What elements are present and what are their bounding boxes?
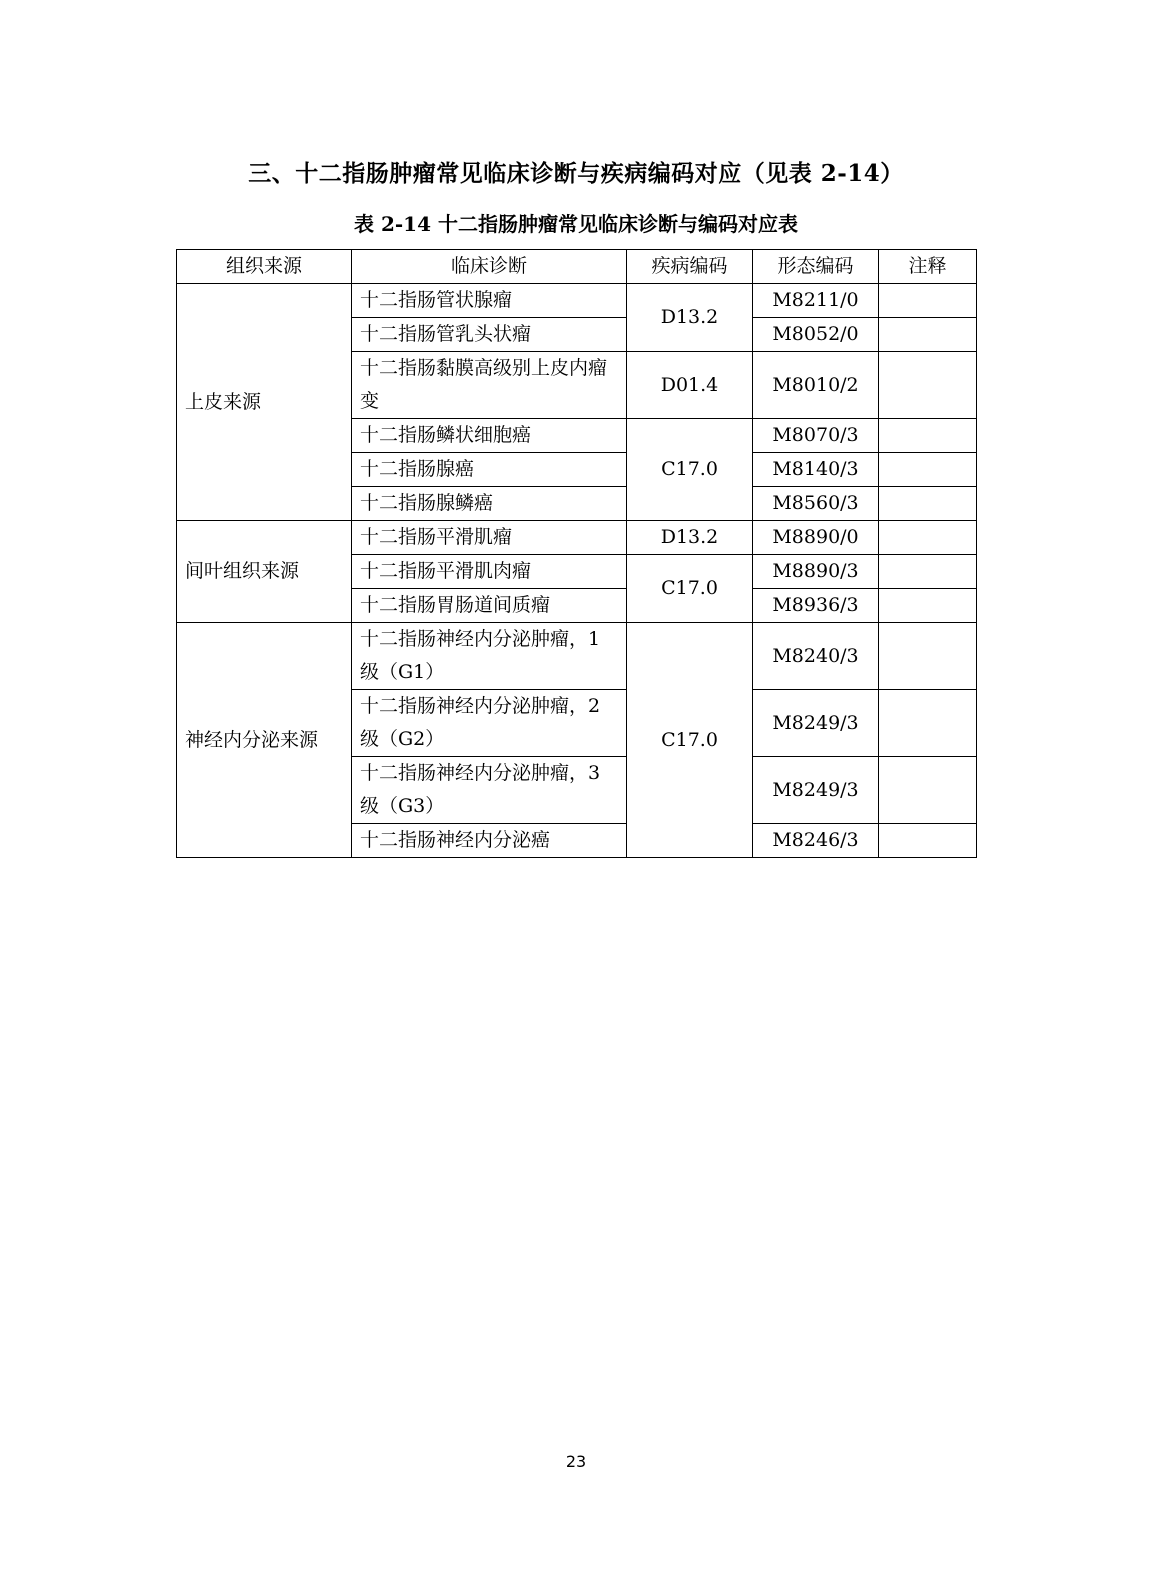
diagnosis-cell: 十二指肠神经内分泌肿瘤，2 级（G2） (352, 690, 627, 757)
morphology-code-cell: M8070/3 (753, 419, 879, 453)
disease-code-cell: D13.2 (627, 521, 753, 555)
disease-code-cell: D13.2 (627, 284, 753, 352)
morphology-code-cell: M8890/3 (753, 555, 879, 589)
disease-code-cell: C17.0 (627, 419, 753, 521)
morphology-code-cell: M8010/2 (753, 352, 879, 419)
page-number: 23 (565, 1452, 587, 1471)
header-clinical-diagnosis: 临床诊断 (352, 250, 627, 284)
morphology-code-cell: M8249/3 (753, 690, 879, 757)
section-title: 三、十二指肠肿瘤常见临床诊断与疾病编码对应（见表 2-14） (248, 160, 904, 187)
tissue-source-cell: 神经内分泌来源 (177, 623, 352, 858)
note-cell (879, 623, 977, 690)
note-cell (879, 589, 977, 623)
morphology-code-cell: M8890/0 (753, 521, 879, 555)
diagnosis-cell: 十二指肠平滑肌瘤 (352, 521, 627, 555)
note-cell (879, 555, 977, 589)
morphology-code-cell: M8052/0 (753, 318, 879, 352)
note-cell (879, 487, 977, 521)
disease-code-cell: C17.0 (627, 623, 753, 858)
diagnosis-cell: 十二指肠腺癌 (352, 453, 627, 487)
diagnosis-cell: 十二指肠平滑肌肉瘤 (352, 555, 627, 589)
header-morphology-code: 形态编码 (753, 250, 879, 284)
tissue-source-cell: 上皮来源 (177, 284, 352, 521)
disease-code-cell: D01.4 (627, 352, 753, 419)
disease-code-cell: C17.0 (627, 555, 753, 623)
morphology-code-cell: M8936/3 (753, 589, 879, 623)
diagnosis-cell: 十二指肠神经内分泌肿瘤，1 级（G1） (352, 623, 627, 690)
diagnosis-cell: 十二指肠管乳头状瘤 (352, 318, 627, 352)
morphology-code-cell: M8560/3 (753, 487, 879, 521)
table-row (177, 284, 977, 318)
diagnosis-cell: 十二指肠管状腺瘤 (352, 284, 627, 318)
table-header-row (177, 250, 977, 284)
morphology-code-cell: M8240/3 (753, 623, 879, 690)
note-cell (879, 824, 977, 858)
note-cell (879, 419, 977, 453)
note-cell (879, 757, 977, 824)
morphology-code-cell: M8249/3 (753, 757, 879, 824)
morphology-code-cell: M8140/3 (753, 453, 879, 487)
header-disease-code: 疾病编码 (627, 250, 753, 284)
diagnosis-cell: 十二指肠胃肠道间质瘤 (352, 589, 627, 623)
morphology-code-cell: M8211/0 (753, 284, 879, 318)
header-tissue-source: 组织来源 (177, 250, 352, 284)
diagnosis-cell: 十二指肠腺鳞癌 (352, 487, 627, 521)
note-cell (879, 318, 977, 352)
note-cell (879, 284, 977, 318)
header-note: 注释 (879, 250, 977, 284)
diagnosis-cell: 十二指肠鳞状细胞癌 (352, 419, 627, 453)
note-cell (879, 352, 977, 419)
table-row (177, 623, 977, 690)
tissue-source-cell: 间叶组织来源 (177, 521, 352, 623)
diagnosis-cell: 十二指肠神经内分泌肿瘤，3 级（G3） (352, 757, 627, 824)
table-caption: 表 2-14 十二指肠肿瘤常见临床诊断与编码对应表 (354, 212, 798, 236)
diagnosis-cell: 十二指肠神经内分泌癌 (352, 824, 627, 858)
table-row (177, 521, 977, 555)
morphology-code-cell: M8246/3 (753, 824, 879, 858)
note-cell (879, 690, 977, 757)
note-cell (879, 521, 977, 555)
diagnosis-code-table (176, 249, 977, 858)
diagnosis-cell: 十二指肠黏膜高级别上皮内瘤变 (352, 352, 627, 419)
note-cell (879, 453, 977, 487)
